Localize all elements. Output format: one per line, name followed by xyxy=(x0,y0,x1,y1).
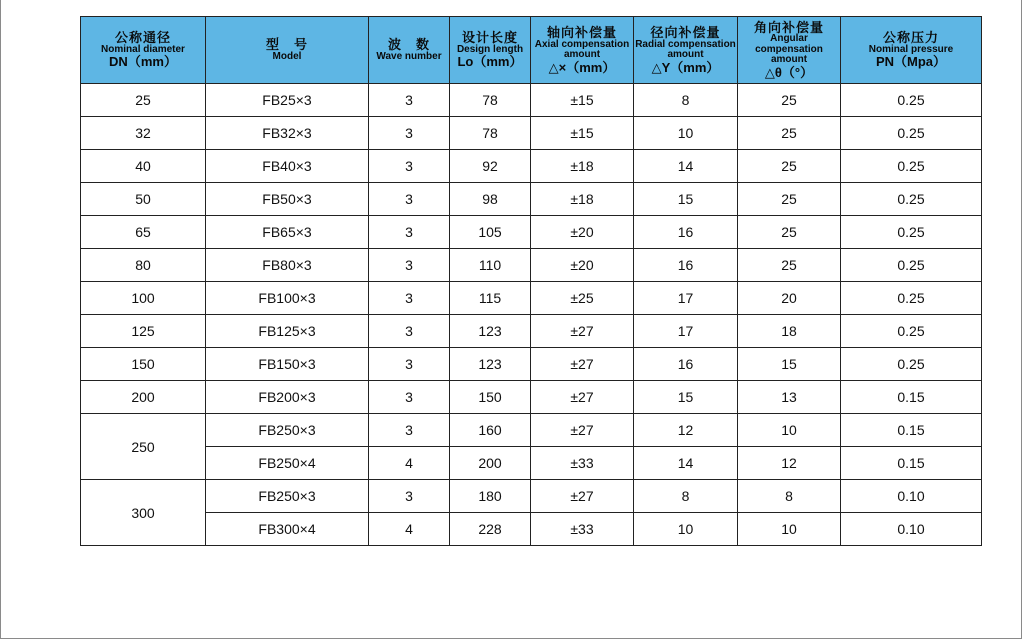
cell-dn: 65 xyxy=(81,216,206,249)
cell-length: 150 xyxy=(450,381,531,414)
cell-length: 180 xyxy=(450,480,531,513)
cell-wave: 3 xyxy=(369,117,450,150)
cell-pressure: 0.25 xyxy=(841,150,982,183)
cell-dn: 50 xyxy=(81,183,206,216)
cell-angular: 12 xyxy=(738,447,841,480)
table-body xyxy=(81,84,982,546)
cell-pressure: 0.25 xyxy=(841,216,982,249)
cell-model: FB80×3 xyxy=(206,249,369,282)
cell-wave: 3 xyxy=(369,216,450,249)
cell-wave: 3 xyxy=(369,282,450,315)
cell-length: 123 xyxy=(450,315,531,348)
cell-pressure: 0.10 xyxy=(841,513,982,546)
table-row xyxy=(81,84,982,117)
cell-wave: 3 xyxy=(369,348,450,381)
cell-angular: 18 xyxy=(738,315,841,348)
cell-radial: 12 xyxy=(634,414,738,447)
cell-angular: 25 xyxy=(738,216,841,249)
cell-model: FB250×4 xyxy=(206,447,369,480)
cell-axial: ±18 xyxy=(531,183,634,216)
table-row xyxy=(81,381,982,414)
cell-dn: 150 xyxy=(81,348,206,381)
cell-axial: ±27 xyxy=(531,348,634,381)
cell-angular: 25 xyxy=(738,117,841,150)
cell-radial: 15 xyxy=(634,381,738,414)
cell-axial: ±18 xyxy=(531,150,634,183)
cell-dn: 300 xyxy=(81,480,206,546)
cell-axial: ±15 xyxy=(531,84,634,117)
cell-pressure: 0.15 xyxy=(841,414,982,447)
cell-angular: 8 xyxy=(738,480,841,513)
cell-dn: 200 xyxy=(81,381,206,414)
cell-radial: 17 xyxy=(634,315,738,348)
cell-axial: ±33 xyxy=(531,447,634,480)
header-design-length: 设计长度 Design length Lo（mm） xyxy=(450,17,531,84)
table-row xyxy=(81,150,982,183)
cell-wave: 3 xyxy=(369,150,450,183)
cell-radial: 15 xyxy=(634,183,738,216)
table-row xyxy=(81,447,982,480)
cell-wave: 3 xyxy=(369,84,450,117)
table-row xyxy=(81,183,982,216)
cell-radial: 8 xyxy=(634,84,738,117)
cell-angular: 13 xyxy=(738,381,841,414)
cell-model: FB50×3 xyxy=(206,183,369,216)
cell-wave: 3 xyxy=(369,480,450,513)
header-wave-number: 波 数 Wave number xyxy=(369,17,450,84)
cell-wave: 3 xyxy=(369,315,450,348)
cell-dn: 125 xyxy=(81,315,206,348)
cell-wave: 3 xyxy=(369,249,450,282)
cell-axial: ±25 xyxy=(531,282,634,315)
cell-radial: 16 xyxy=(634,348,738,381)
cell-dn: 25 xyxy=(81,84,206,117)
header-nominal-diameter: 公称通径 Nominal diameter DN（mm） xyxy=(81,17,206,84)
header-nominal-pressure: 公称压力 Nominal pressure PN（Mpa） xyxy=(841,17,982,84)
cell-radial: 10 xyxy=(634,117,738,150)
cell-pressure: 0.15 xyxy=(841,381,982,414)
header-axial-compensation: 轴向补偿量 Axial compensation amount △×（mm） xyxy=(531,17,634,84)
header-radial-compensation: 径向补偿量 Radial compensation amount △Y（mm） xyxy=(634,17,738,84)
cell-pressure: 0.25 xyxy=(841,282,982,315)
cell-dn: 100 xyxy=(81,282,206,315)
cell-radial: 14 xyxy=(634,150,738,183)
cell-pressure: 0.25 xyxy=(841,249,982,282)
cell-length: 228 xyxy=(450,513,531,546)
table-row xyxy=(81,480,982,513)
cell-pressure: 0.15 xyxy=(841,447,982,480)
cell-length: 160 xyxy=(450,414,531,447)
cell-model: FB25×3 xyxy=(206,84,369,117)
cell-wave: 3 xyxy=(369,414,450,447)
table-row xyxy=(81,282,982,315)
cell-axial: ±27 xyxy=(531,480,634,513)
cell-radial: 16 xyxy=(634,249,738,282)
cell-model: FB150×3 xyxy=(206,348,369,381)
cell-wave: 4 xyxy=(369,513,450,546)
cell-length: 105 xyxy=(450,216,531,249)
cell-length: 123 xyxy=(450,348,531,381)
cell-dn: 80 xyxy=(81,249,206,282)
cell-pressure: 0.25 xyxy=(841,315,982,348)
cell-angular: 25 xyxy=(738,249,841,282)
cell-model: FB250×3 xyxy=(206,480,369,513)
cell-length: 115 xyxy=(450,282,531,315)
cell-radial: 14 xyxy=(634,447,738,480)
table-row xyxy=(81,249,982,282)
cell-pressure: 0.25 xyxy=(841,348,982,381)
cell-axial: ±33 xyxy=(531,513,634,546)
table-row xyxy=(81,348,982,381)
cell-model: FB300×4 xyxy=(206,513,369,546)
cell-model: FB125×3 xyxy=(206,315,369,348)
cell-pressure: 0.10 xyxy=(841,480,982,513)
cell-angular: 25 xyxy=(738,183,841,216)
table-row xyxy=(81,117,982,150)
table-header xyxy=(81,17,982,84)
cell-wave: 3 xyxy=(369,183,450,216)
cell-model: FB32×3 xyxy=(206,117,369,150)
cell-length: 200 xyxy=(450,447,531,480)
cell-length: 92 xyxy=(450,150,531,183)
cell-length: 110 xyxy=(450,249,531,282)
cell-axial: ±15 xyxy=(531,117,634,150)
cell-dn: 250 xyxy=(81,414,206,480)
cell-angular: 20 xyxy=(738,282,841,315)
cell-dn: 32 xyxy=(81,117,206,150)
cell-length: 78 xyxy=(450,117,531,150)
cell-pressure: 0.25 xyxy=(841,117,982,150)
cell-angular: 10 xyxy=(738,513,841,546)
cell-length: 78 xyxy=(450,84,531,117)
cell-pressure: 0.25 xyxy=(841,84,982,117)
table-row xyxy=(81,216,982,249)
cell-dn: 40 xyxy=(81,150,206,183)
cell-angular: 10 xyxy=(738,414,841,447)
cell-angular: 25 xyxy=(738,150,841,183)
cell-radial: 16 xyxy=(634,216,738,249)
cell-model: FB200×3 xyxy=(206,381,369,414)
cell-angular: 15 xyxy=(738,348,841,381)
cell-model: FB100×3 xyxy=(206,282,369,315)
header-model: 型 号 Model xyxy=(206,17,369,84)
cell-wave: 3 xyxy=(369,381,450,414)
cell-wave: 4 xyxy=(369,447,450,480)
table-row xyxy=(81,414,982,447)
cell-model: FB65×3 xyxy=(206,216,369,249)
cell-radial: 8 xyxy=(634,480,738,513)
header-angular-compensation: 角向补偿量 Angular compensation amount △θ（°） xyxy=(738,17,841,84)
cell-model: FB40×3 xyxy=(206,150,369,183)
spec-table xyxy=(80,16,982,546)
table-row xyxy=(81,315,982,348)
cell-radial: 10 xyxy=(634,513,738,546)
cell-axial: ±27 xyxy=(531,381,634,414)
cell-radial: 17 xyxy=(634,282,738,315)
cell-axial: ±20 xyxy=(531,249,634,282)
cell-model: FB250×3 xyxy=(206,414,369,447)
cell-axial: ±27 xyxy=(531,315,634,348)
table-row xyxy=(81,513,982,546)
cell-length: 98 xyxy=(450,183,531,216)
cell-angular: 25 xyxy=(738,84,841,117)
cell-pressure: 0.25 xyxy=(841,183,982,216)
cell-axial: ±27 xyxy=(531,414,634,447)
cell-axial: ±20 xyxy=(531,216,634,249)
